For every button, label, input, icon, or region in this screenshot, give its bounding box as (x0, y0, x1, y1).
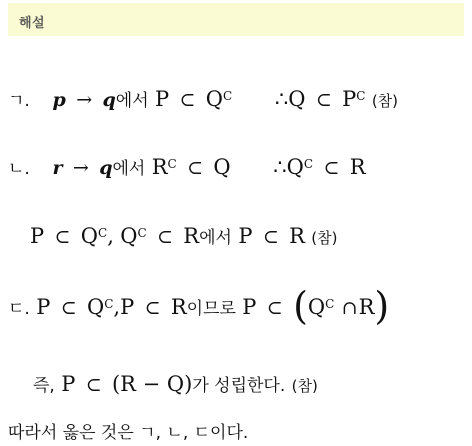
solution-header-title: 해설 (19, 16, 46, 31)
math-var: Q (86, 295, 105, 319)
math-var: R (358, 295, 375, 319)
math-op: ⊂ (54, 226, 71, 248)
item-label-nieun: ㄴ. (8, 159, 30, 179)
math-op: ∩ (341, 297, 358, 319)
math-op: ⊂ (323, 157, 340, 179)
conclusion-line (8, 418, 248, 446)
math-expression: (R − Q) (111, 372, 193, 396)
math-var: R (151, 155, 168, 179)
math-sup: C (167, 157, 177, 171)
verdict-label: (참) (311, 229, 338, 247)
math-sup: C (325, 297, 335, 311)
math-sup: C (223, 89, 233, 103)
math-sup: C (104, 297, 114, 311)
math-var: P (120, 295, 135, 319)
statement-line-1 (8, 86, 398, 114)
math-var: P (61, 372, 76, 396)
math-var: Q (120, 224, 138, 248)
math-sup: C (356, 89, 366, 103)
math-var: q (102, 89, 116, 111)
math-var: Q (80, 224, 98, 248)
math-op: ⊂ (60, 297, 77, 319)
solution-header (8, 3, 464, 36)
verdict-label: (참) (291, 377, 318, 395)
math-var: P (36, 295, 51, 319)
math-var: p (52, 89, 66, 111)
math-comma: , (113, 295, 121, 319)
text-fragment: 즉, (33, 376, 55, 396)
math-var: P (242, 295, 257, 319)
math-var: q (99, 157, 113, 179)
math-var: Q (213, 155, 231, 179)
statement-line-3 (30, 223, 337, 251)
text-fragment: 이므로 (186, 299, 236, 319)
big-left-paren: ( (293, 283, 308, 328)
math-var: P (155, 87, 170, 111)
math-var: R (289, 224, 305, 248)
verdict-label: (참) (371, 92, 399, 110)
math-var: R (170, 295, 187, 319)
statement-line-4 (8, 283, 390, 328)
text-fragment: 가 성립한다. (192, 376, 286, 396)
item-label-giyeok: ㄱ. (8, 91, 30, 111)
math-op: ⊂ (266, 297, 283, 319)
big-right-paren: ) (374, 283, 390, 328)
text-fragment: 에서 (115, 91, 149, 111)
math-var: R (349, 155, 366, 179)
math-op: ⊂ (85, 374, 102, 396)
statement-line-5 (33, 371, 318, 399)
math-op: ⊂ (144, 297, 161, 319)
item-label-digeut: ㄷ. (8, 299, 30, 319)
math-sup: C (303, 157, 314, 171)
math-var: P (238, 224, 253, 248)
math-var: Q (286, 155, 304, 179)
statement-line-2 (8, 154, 366, 182)
math-var: r (52, 157, 63, 179)
math-comma: , (107, 224, 114, 248)
math-sup: C (137, 226, 147, 240)
math-sup: C (98, 226, 108, 240)
math-op: ⊂ (262, 226, 279, 248)
math-op: ⊂ (187, 157, 203, 179)
math-op: → (72, 157, 89, 179)
math-op: ⊂ (315, 89, 332, 111)
math-var: P (30, 224, 45, 248)
text-fragment: 에서 (199, 228, 232, 248)
math-op: → (76, 89, 93, 111)
math-var: P (342, 87, 357, 111)
text-fragment: 에서 (112, 159, 146, 179)
math-var: Q (288, 87, 306, 111)
math-var: Q (307, 295, 326, 319)
math-op: ⊂ (157, 226, 173, 248)
math-op: ∴ (274, 87, 289, 111)
math-op: ⊂ (179, 89, 196, 111)
conclusion-text: 따라서 옳은 것은 ㄱ, ㄴ, ㄷ이다. (8, 423, 249, 443)
math-var: R (183, 224, 200, 248)
math-var: Q (205, 87, 223, 111)
math-op: ∴ (273, 155, 287, 179)
